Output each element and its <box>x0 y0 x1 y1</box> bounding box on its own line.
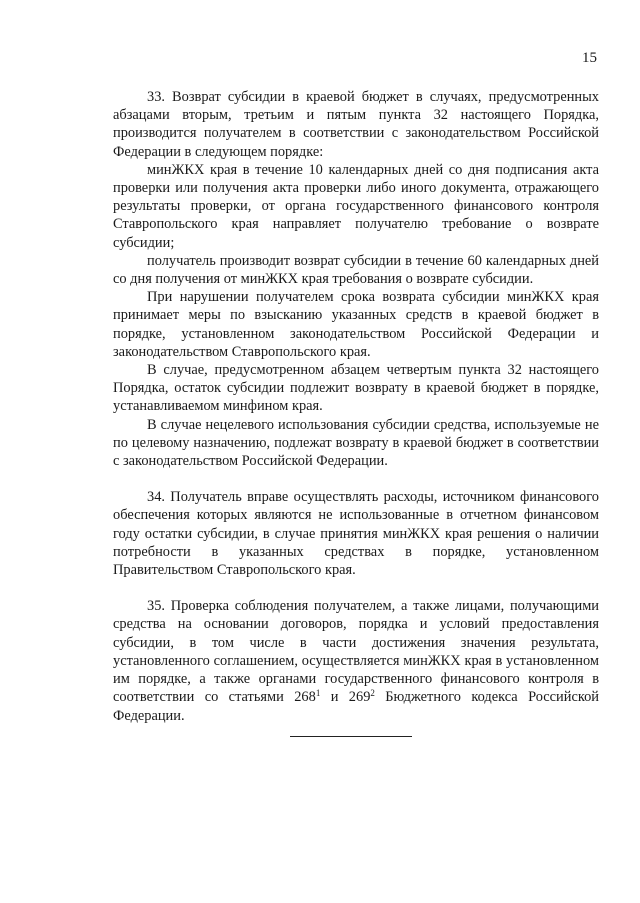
paragraph-33-step-1: минЖКХ края в течение 10 календарных дней со дня подписания акта проверки или получения акта проверки либо иного документа, отражающего результаты проверки, от органа государственного финансового контроля Ставропольского края направляет получателю требование о возврате субсидии; <box>113 161 599 251</box>
paragraph-33-intro: 33. Возврат субсидии в краевой бюджет в случаях, предусмотренных абзацами вторым, третьим и пятым пункта 32 настоящего Порядка, производится получателем в соответствии с законодательством Российской Федерации в следующем порядке: <box>113 89 599 160</box>
paragraph-35-text-b: и 269 <box>320 689 371 706</box>
end-of-text-rule <box>290 736 412 737</box>
document-body <box>113 88 599 725</box>
paragraph-35-text-c: Бюджетного кодекса Российской Федерации. <box>113 689 599 724</box>
paragraph-35 <box>113 597 599 724</box>
paragraph-33-step-2: получатель производит возврат субсидии в течение 60 календарных дней со дня получения от минЖКХ края требования о возврате субсидии. <box>113 252 599 288</box>
paragraph-33-remainder: В случае, предусмотренном абзацем четвертым пункта 32 настоящего Порядка, остаток субсидии подлежит возврату в краевой бюджет в порядке, устанавливаемом минфином края. <box>113 362 599 415</box>
paragraph-34: 34. Получатель вправе осуществлять расходы, источником финансового обеспечения которых являются не использованные в отчетном финансовом году остатки субсидии, в случае принятия минЖКХ края решения о наличии потребности в указанных средствах в порядке, установленном Правительством Ставропольского края. <box>113 489 599 579</box>
page-number: 15 <box>582 50 597 66</box>
article-268-superscript: 1 <box>315 688 321 699</box>
paragraph-33-enforcement: При нарушении получателем срока возврата субсидии минЖКХ края принимает меры по взысканию указанных средств в краевой бюджет в порядке, установленном законодательством Российской Федерации и законодательством Ставропольского края. <box>113 289 599 360</box>
article-269-superscript: 2 <box>370 688 375 699</box>
paragraph-35-text-a: 35. Проверка соблюдения получателем, а также лицами, получающими средства на основании договоров, порядка и условий предоставления субсидии, в том числе в части достижения значения результата, установленного соглашением, осуществляется минЖКХ края в установленном им порядке, а также органами государственного финансового контроля в соответствии со статьями 268 <box>113 598 599 706</box>
paragraph-33-misuse: В случае нецелевого использования субсидии средства, используемые не по целевому назначению, подлежат возврату в краевой бюджет в соответствии с законодательством Российской Федерации. <box>113 416 599 470</box>
